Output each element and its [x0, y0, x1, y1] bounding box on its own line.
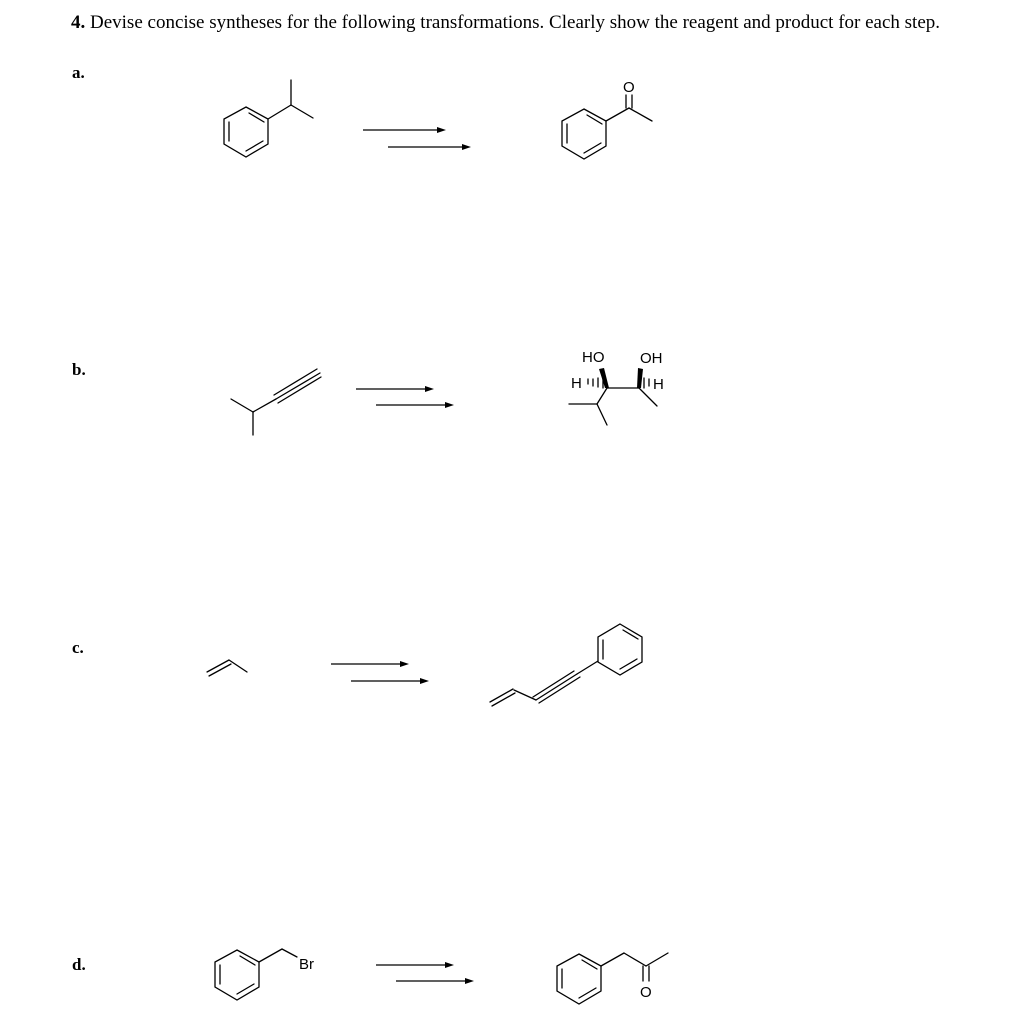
reaction-arrows-a [363, 127, 471, 150]
question-prompt: Devise concise syntheses for the following transformations. Clearly show the reagent and product for each step. [90, 12, 940, 33]
part-label-a: a. [72, 63, 85, 82]
structure-d-product-phenylacetone [557, 953, 668, 1004]
hydroxyl-label-right: OH [640, 350, 663, 367]
structure-a-product-acetophenone [562, 79, 652, 159]
wedge-bond [637, 368, 643, 388]
wedge-bond [599, 368, 609, 388]
oxygen-label: O [623, 79, 635, 96]
part-label-d: d. [72, 955, 86, 974]
benzene-ring [215, 950, 259, 1000]
benzene-ring [562, 109, 606, 159]
benzene-ring [224, 107, 268, 157]
hydrogen-label-left: H [571, 375, 582, 392]
structure-b-start-alkyne [231, 369, 321, 435]
structure-a-start-cumene [224, 80, 313, 157]
structure-c-product-enyne [490, 624, 642, 706]
bromine-label: Br [299, 956, 314, 973]
hydrogen-label-right: H [653, 376, 664, 393]
benzene-ring [557, 954, 601, 1004]
question-number: 4. [71, 12, 86, 33]
structure-d-start-benzyl-bromide [215, 949, 314, 1000]
reaction-arrows-c [331, 661, 429, 684]
part-label-c: c. [72, 638, 84, 657]
benzene-ring [598, 624, 642, 675]
reaction-arrows-d [376, 962, 474, 984]
structure-b-product-diol [569, 349, 664, 425]
structure-c-start-propene [207, 660, 247, 676]
part-label-b: b. [72, 360, 86, 379]
hydroxyl-label-left: HO [582, 349, 605, 366]
reaction-arrows-b [356, 386, 454, 408]
oxygen-label: O [640, 984, 652, 1001]
